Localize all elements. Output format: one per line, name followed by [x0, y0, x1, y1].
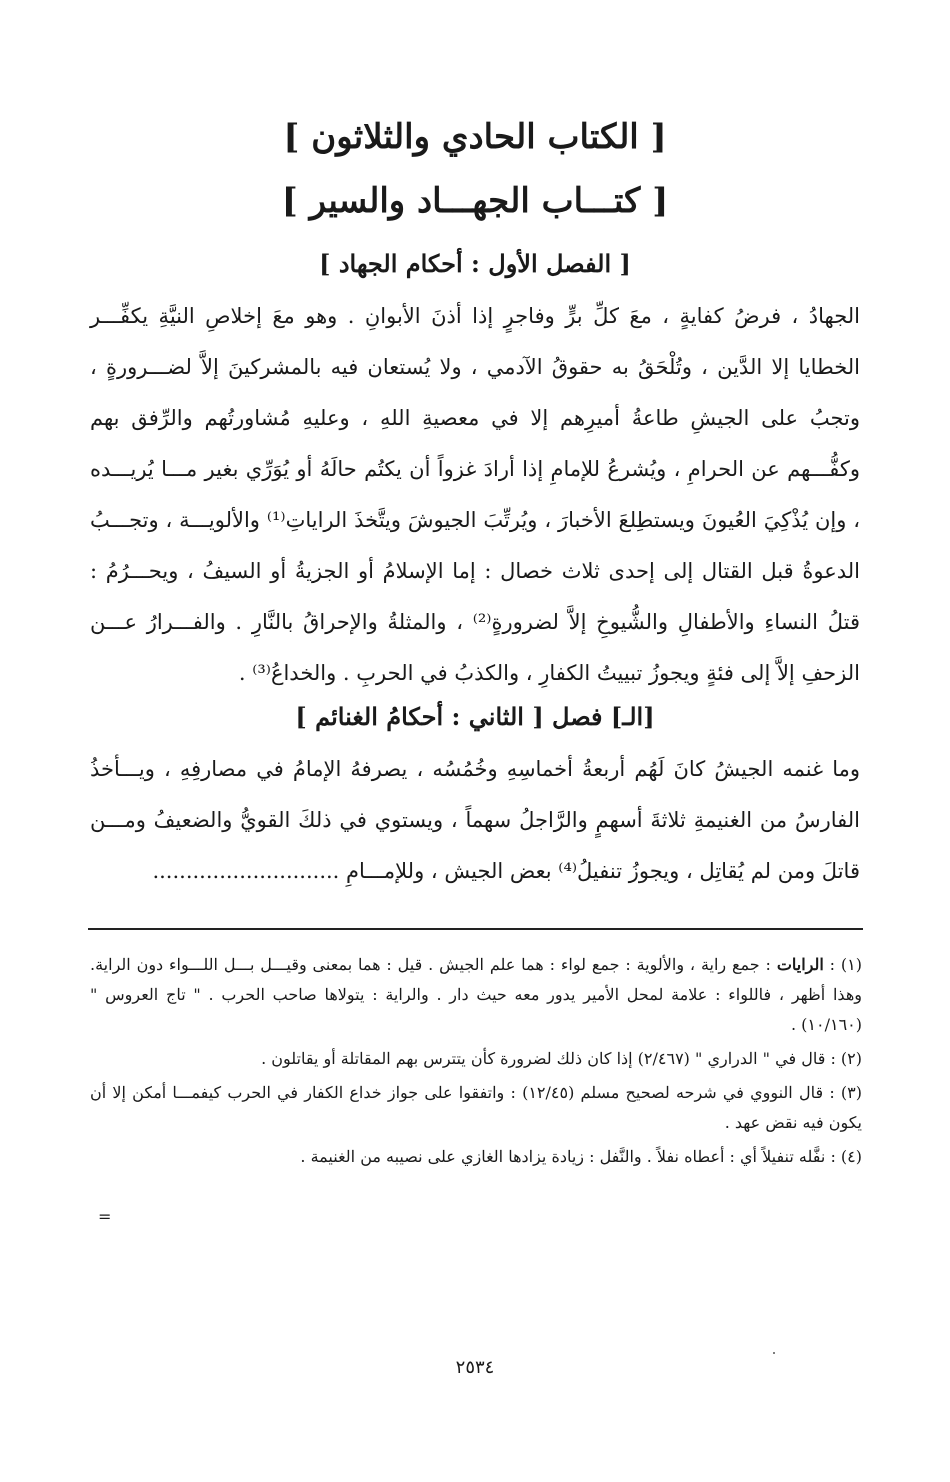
footnote-number: (٣) :	[829, 1083, 863, 1102]
kitab-title: [ كتـــاب الجهـــاد والسير ]	[281, 181, 669, 221]
scan-speck	[773, 1352, 775, 1354]
footnote-4	[90, 1142, 862, 1172]
footnote-text: : جمع راية ، والألوية : جمع لواء : هما علم الجيش . قيل : هما بمعنى وقيـــل بـــل اللـــواء دون الراية. وهذا أظهر ، فاللواء : علامة لمحل الأمير يدور معه حيث دار . والراية : يتولاها صاحب الحرب . " تاج العروس " (١٠/١٦٠) .	[90, 955, 862, 1034]
book-title: [ الكتاب الحادي والثلاثون ]	[283, 117, 667, 157]
footnote-2	[90, 1044, 862, 1074]
page-number: ٢٥٣٤	[455, 1357, 495, 1378]
footnote-text: نفَّله تنفيلاً أي : أعطاه نفلاً . والنَّفل : زيادة يزادها الغازي على نصيبه من الغنيمة .	[300, 1147, 826, 1166]
footnote-text: قال النووي في شرحه لصحيح مسلم (١٢/٤٥) : واتفقوا على جواز خداع الكفار في الحرب كيفمـــا أمكن إلا أن يكون فيه نقض عهد .	[90, 1083, 862, 1132]
footnote-text: قال في " الدراري " (٢/٤٦٧) إذا كان ذلك لضرورة كأن يتترس بهم المقاتلة أو يقاتلون .	[261, 1049, 826, 1068]
section-1-heading: [ الفصل الأول : أحكام الجهاد ]	[319, 249, 631, 278]
continuation-mark: =	[98, 1207, 112, 1226]
section-2-text: وما غنمه الجيشُ كانَ لَهُم أربعةُ أخماسِهِ وخُمُسُه ، يصرفهُ الإمامُ في مصارفِهِ ، ويـــأخذُ الفارسُ من الغنيمةِ ثلاثةَ أسهمٍ والرَّاجلُ سهماً ، ويستوي في ذلكَ القويُّ والضعيفُ ومـــن قاتلَ ومن لم يُقاتِل ، ويجوزُ تنفيلُ⁽⁴⁾ بعض الجيش ، وللإمـــامِ ............................	[90, 757, 860, 883]
section-1-text: الجهادُ ، فرضُ كفايةٍ ، معَ كلِّ برٍّ وفاجرٍ إذا أذنَ الأبوانِ . وهو معَ إخلاصِ النيَّةِ يكفِّـــر الخطايا إلا الدَّين ، وتُلْحَقُ به حقوقُ الآدمي ، ولا يُستعان فيه بالمشركينَ إلاَّ لضـــرورةٍ ، وتجبُ على الجيشِ طاعةُ أميرِهم إلا في معصيةِ اللهِ ، وعليهِ مُشاورتُهم والرِّفق بهم وكفُّـــهم عن الحرامِ ، ويُشرعُ للإمامِ إذا أرادَ غزواً أن يكتُم حالَهُ أو يُوَرِّي بغير مـــا يُريـــده ، وإن يُذْكِيَ العُيونَ ويستطِلعَ الأخبارَ ، ويُرتِّبَ الجيوشَ ويتَّخذَ الراياتِ⁽¹⁾ والألويـــة ، وتجـــبُ الدعوةُ قبل القتال إلى إحدى ثلاث خصال : إما الإسلامُ أو الجزيةُ أو السيفُ ، ويحـــرُمُ : قتلُ النساءِ والأطفالِ والشُّيوخِ إلاَّ لضرورةٍ⁽²⁾ ، والمثلةُ والإحراقُ بالنَّارِ . والفـــرارُ عـــن الزحفِ إلاَّ إلى فئةٍ ويجوزُ تبييتُ الكفارِ ، والكذبُ في الحربِ . والخداعُ⁽³⁾ .	[90, 304, 861, 685]
footnote-divider	[88, 928, 863, 930]
footnote-number: (١) :	[829, 955, 863, 974]
footnote-number: (٢) :	[830, 1049, 862, 1068]
footnote-3	[90, 1078, 862, 1138]
footnote-term: الرايات	[776, 955, 824, 974]
footnote-1	[90, 950, 862, 1040]
section-2-heading: [الـ] فصل [ الثاني : أحكامُ الغنائم ]	[295, 702, 655, 731]
footnotes	[90, 950, 862, 1176]
footnote-number: (٤) :	[830, 1147, 862, 1166]
